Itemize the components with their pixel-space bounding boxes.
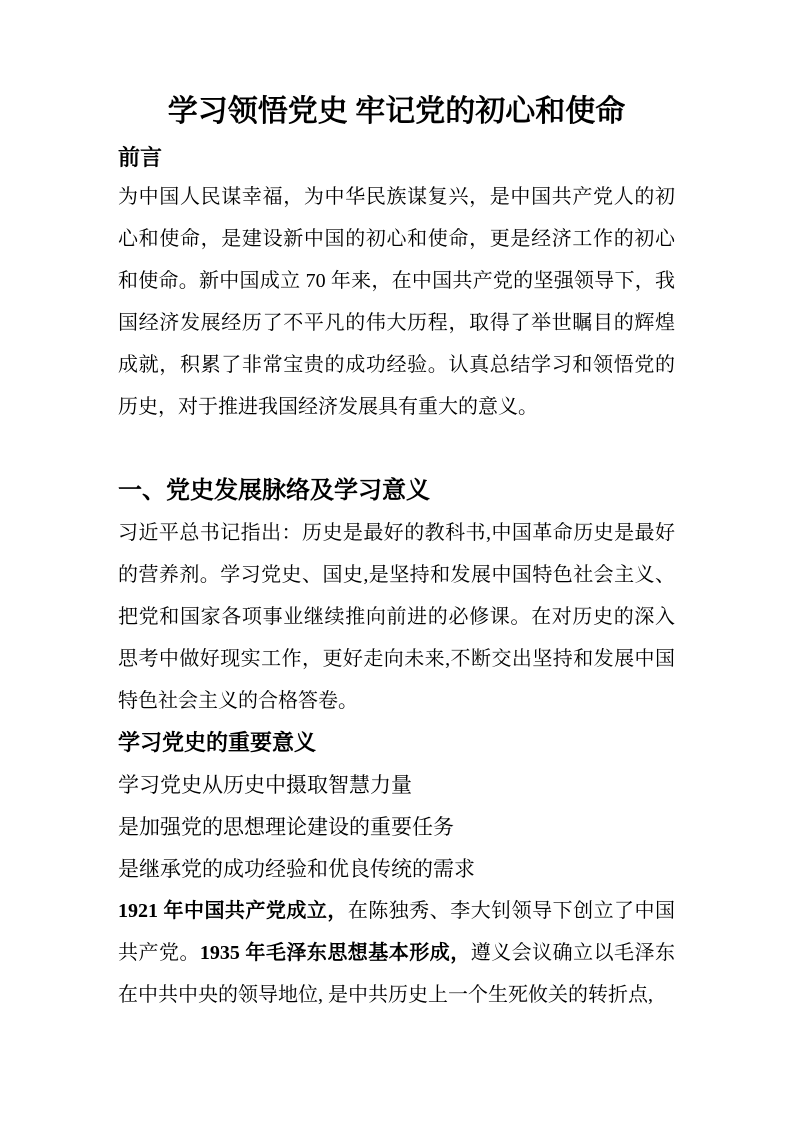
preface-heading: 前言 [118,145,163,170]
timeline-event-1935-bold: 1935 年毛泽东思想基本形成， [199,942,471,964]
point-line-theory: 是加强党的思想理论建设的重要任务 [118,815,454,839]
timeline-event-1921-text: 在陈独秀、李大钊领导下创立了中国共产党。 [118,900,676,964]
timeline-event-1935-text: 遵义会议确立以毛泽东在中共中央的领导地位, 是中共历史上一个生死攸关的转折点, [118,942,676,1006]
section1-sub-heading: 学习党史的重要意义 [118,730,317,755]
point-line-tradition: 是继承党的成功经验和优良传统的需求 [118,857,475,881]
empty-paragraph [118,428,675,470]
section1-paragraph: 习近平总书记指出：历史是最好的教科书,中国革命历史是最好的营养剂。学习党史、国史,是坚持和发展中国特色社会主义、把党和国家各项事业继续推向前进的必修课。在对历史的深入思考中做好现实工作，更好走向未来,不断交出坚持和发展中国特色社会主义的合格答卷。 [118,522,675,712]
document-title: 学习领悟党史 牢记党的初心和使命 [167,95,626,128]
point-line-wisdom: 学习党史从历史中摄取智慧力量 [118,773,412,797]
timeline-event-1921-bold: 1921 年中国共产党成立， [118,900,348,922]
timeline-paragraph [118,890,675,1016]
section1-heading: 一、党史发展脉络及学习意义 [118,477,430,504]
preface-paragraph: 为中国人民谋幸福，为中华民族谋复兴，是中国共产党人的初心和使命，是建设新中国的初心和使命，更是经济工作的初心和使命。新中国成立 70 年来，在中国共产党的坚强领导下，我国经济发展经历了不平凡的伟大历程，取得了举世瞩目的辉煌成就，积累了非常宝贵的成功经验。认真总结学习和领悟党的历史，对于推进我国经济发展具有重大的意义。 [118,186,675,418]
